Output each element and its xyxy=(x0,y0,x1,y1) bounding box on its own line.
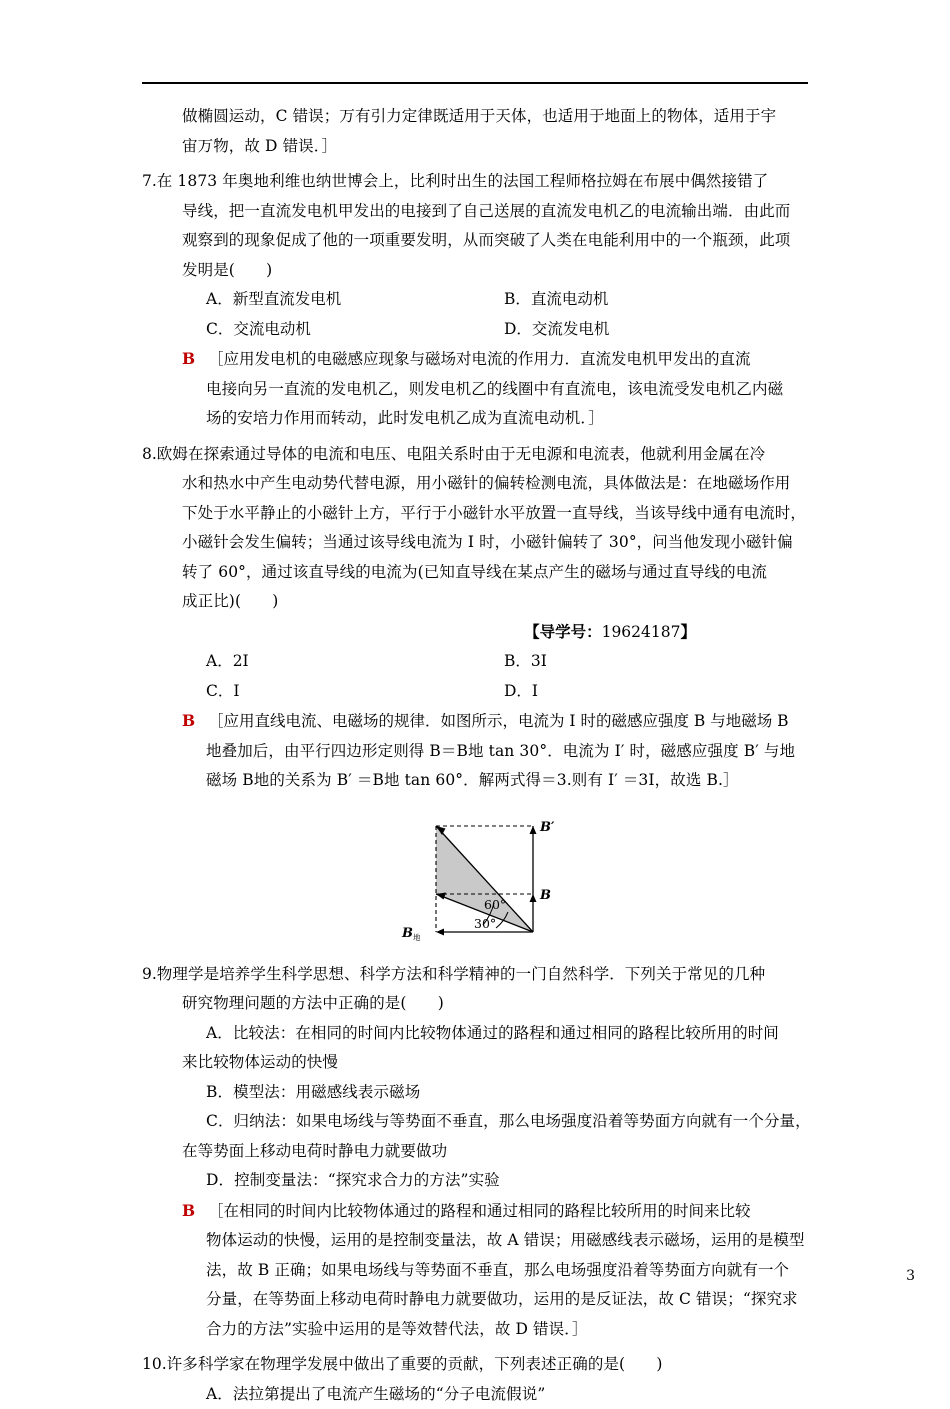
question-7-option-c[interactable]: C．交流电动机 xyxy=(206,315,504,345)
question-7-options-row xyxy=(142,315,824,345)
reference-label-end: 】 xyxy=(680,622,696,641)
question-8-explanation xyxy=(142,706,824,737)
label-b-earth-subscript: 地 xyxy=(413,932,421,942)
question-7-option-b[interactable]: B．直流电动机 xyxy=(504,285,824,315)
page-number: 3 xyxy=(906,1268,915,1284)
question-7-answer: B xyxy=(182,344,208,374)
question-9-option-a[interactable]: A．比较法：在相同的时间内比较物体通过的路程和通过相同的路程比较所用的时间 xyxy=(142,1019,824,1049)
question-9-explanation-line: 合力的方法”实验中运用的是等效替代法，故 D 错误．］ xyxy=(142,1315,824,1345)
question-8-option-b[interactable]: B．3I xyxy=(504,647,824,677)
question-9-option-c[interactable]: C．归纳法：如果电场线与等势面不垂直，那么电场强度沿着等势面方向就有一个分量， xyxy=(142,1107,824,1137)
question-7-stem-line: 发明是( ) xyxy=(142,256,824,286)
question-8-explanation-line: ［应用直线电流、电磁场的规律．如图所示，电流为 I 时的磁感应强度 B 与地磁场 B xyxy=(208,707,824,737)
question-8-explanation-line: 地叠加后，由平行四边形定则得 B＝B地 tan 30°．电流为 I′ 时，磁感应强度 B′ 与地 xyxy=(142,737,824,767)
question-8-stem-line: 转了 60°，通过该直导线的电流为(已知直导线在某点产生的磁场与通过直导线的电流 xyxy=(142,558,824,588)
label-b-prime: B′ xyxy=(539,820,555,835)
question-9-number: 9. xyxy=(142,960,157,990)
carryover-explanation xyxy=(142,102,824,161)
question-8-options-row xyxy=(142,647,824,677)
question-10-stem xyxy=(142,1350,824,1380)
question-7 xyxy=(142,167,824,434)
magnetic-field-vector-triangle-svg xyxy=(388,804,578,954)
question-8-stem-line: 小磁针会发生偏转；当通过该导线电流为 I 时，小磁针偏转了 30°，问当他发现小磁针偏 xyxy=(142,528,824,558)
question-9 xyxy=(142,960,824,1345)
question-7-stem-line: 导线，把一直流发电机甲发出的电接到了自己送展的直流发电机乙的电流输出端．由此而 xyxy=(142,197,824,227)
reference-label: 【导学号： xyxy=(524,622,602,641)
question-8 xyxy=(142,440,824,954)
label-b: B xyxy=(539,888,551,903)
carryover-line: 做椭圆运动，C 错误；万有引力定律既适用于天体，也适用于地面上的物体，适用于宇 xyxy=(142,102,824,132)
question-7-options-row xyxy=(142,285,824,315)
question-7-explanation xyxy=(142,344,824,375)
question-8-figure xyxy=(142,804,824,954)
question-9-option-b[interactable]: B．模型法：用磁感线表示磁场 xyxy=(142,1078,824,1108)
question-10 xyxy=(142,1350,824,1409)
arrowhead-b-prime xyxy=(530,826,537,834)
question-9-stem xyxy=(142,960,824,990)
question-9-explanation-line: ［在相同的时间内比较物体通过的路程和通过相同的路程比较所用的时间来比较 xyxy=(208,1197,824,1227)
reference-number: 19624187 xyxy=(602,623,681,641)
question-8-stem-line: 水和热水中产生电动势代替电源，用小磁针的偏转检测电流，具体做法是：在地磁场作用 xyxy=(142,469,824,499)
question-8-number: 8. xyxy=(142,440,157,470)
question-10-stem-line: 许多科学家在物理学发展中做出了重要的贡献，下列表述正确的是( ) xyxy=(167,1350,824,1380)
header-rule xyxy=(142,82,808,84)
question-8-stem xyxy=(142,440,824,470)
question-7-option-d[interactable]: D．交流发电机 xyxy=(504,315,824,345)
question-9-stem-line: 研究物理问题的方法中正确的是( ) xyxy=(142,989,824,1019)
question-9-option-d[interactable]: D．控制变量法：“探究求合力的方法”实验 xyxy=(142,1166,824,1196)
question-10-option-a[interactable]: A．法拉第提出了电流产生磁场的“分子电流假说” xyxy=(142,1380,824,1409)
arrowhead-b-earth xyxy=(436,928,444,935)
question-8-answer: B xyxy=(182,706,208,736)
question-8-option-c[interactable]: C．I xyxy=(206,677,504,707)
question-9-answer: B xyxy=(182,1196,208,1226)
question-7-number: 7. xyxy=(142,167,157,197)
question-8-options-row xyxy=(142,677,824,707)
question-8-option-d[interactable]: D．I xyxy=(504,677,824,707)
question-9-option-a-cont: 来比较物体运动的快慢 xyxy=(142,1048,824,1078)
question-9-explanation-line: 分量，在等势面上移动电荷时静电力就要做功，运用的是反证法，故 C 错误；“探究求 xyxy=(142,1285,824,1315)
question-8-stem-line: 成正比)( ) xyxy=(142,587,824,617)
question-8-explanation-line: 磁场 B地的关系为 B′ ＝B地 tan 60°．解两式得＝3.则有 I′ ＝3I，故选 B.］ xyxy=(142,766,824,796)
question-8-stem-line: 欧姆在探索通过导体的电流和电压、电阻关系时由于无电源和电流表，他就利用金属在冷 xyxy=(157,440,824,470)
label-angle-60: 60° xyxy=(484,897,506,912)
question-8-stem-line: 下处于水平静止的小磁针上方，平行于小磁针水平放置一直导线，当该导线中通有电流时， xyxy=(142,499,824,529)
question-9-option-c-cont: 在等势面上移动电荷时静电力就要做功 xyxy=(142,1137,824,1167)
question-9-stem-line: 物理学是培养学生科学思想、科学方法和科学精神的一门自然科学．下列关于常见的几种 xyxy=(157,960,824,990)
question-7-stem-line: 观察到的现象促成了他的一项重要发明，从而突破了人类在电能利用中的一个瓶颈，此项 xyxy=(142,226,824,256)
arrowhead-b xyxy=(530,894,537,902)
page-content xyxy=(142,102,824,1409)
label-b-earth: B xyxy=(401,926,413,941)
question-7-explanation-line: 场的安培力作用而转动，此时发电机乙成为直流电动机．］ xyxy=(142,404,824,434)
label-angle-30: 30° xyxy=(474,916,496,931)
question-8-option-a[interactable]: A．2I xyxy=(206,647,504,677)
question-9-explanation-line: 物体运动的快慢，运用的是控制变量法，故 A 错误；用磁感线表示磁场，运用的是模型 xyxy=(142,1226,824,1256)
question-7-explanation-line: 电接向另一直流的发电机乙，则发电机乙的线圈中有直流电，该电流受发电机乙内磁 xyxy=(142,375,824,405)
question-7-explanation-line: ［应用发电机的电磁感应现象与磁场对电流的作用力．直流发电机甲发出的直流 xyxy=(208,345,824,375)
question-10-number: 10. xyxy=(142,1350,167,1380)
question-9-explanation xyxy=(142,1196,824,1227)
question-7-stem xyxy=(142,167,824,197)
question-7-stem-line: 在 1873 年奥地利维也纳世博会上，比利时出生的法国工程师格拉姆在布展中偶然接错了 xyxy=(157,167,824,197)
question-9-explanation-line: 法，故 B 正确；如果电场线与等势面不垂直，那么电场强度沿着等势面方向就有一个 xyxy=(142,1256,824,1286)
reference-number-badge xyxy=(142,617,824,648)
question-7-option-a[interactable]: A．新型直流发电机 xyxy=(206,285,504,315)
carryover-line: 宙万物，故 D 错误．］ xyxy=(142,132,824,162)
